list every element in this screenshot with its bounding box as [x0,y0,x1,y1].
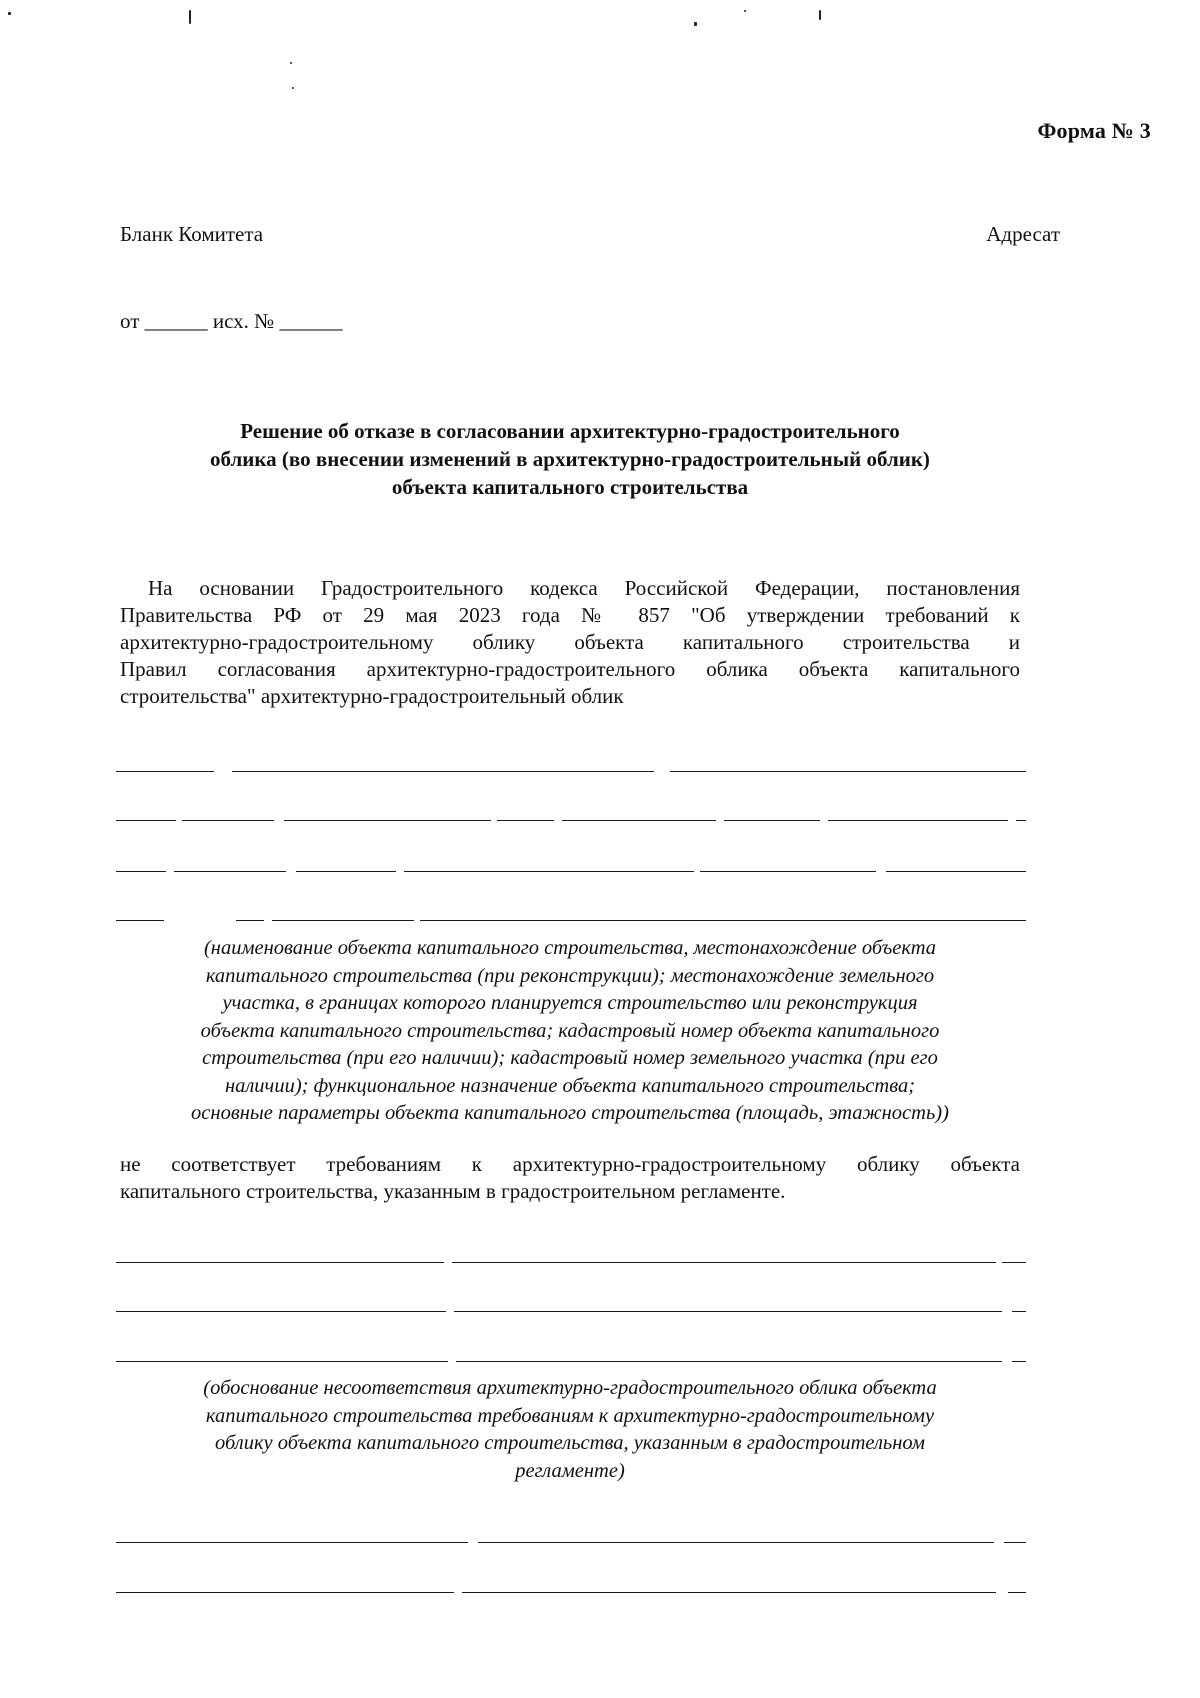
paragraph-line: На основании Градостроительного кодекса Российской Федерации, постановления [148,576,1020,600]
paragraph-line: Правительства РФ от 29 мая 2023 года № 857 "Об утверждении требований к [120,603,1020,627]
form-number: Форма № 3 [1037,118,1151,143]
caption-line: основные параметры объекта капитального строительства (площадь, этажность)) [191,1102,949,1124]
fill-in-line [116,820,1026,821]
paragraph-line: не соответствует требованиям к архитектурно-градостроительному облику объекта [120,1152,1020,1176]
scan-speck [292,87,294,89]
outgoing-number-line: от ______ исх. № ______ [120,309,343,333]
caption-line: участка, в границах которого планируется строительство или реконструкция [222,992,918,1014]
caption-line: наличии); функциональное назначение объекта капитального строительства; [224,1074,916,1097]
title-line: Решение об отказе в согласовании архитектурно-градостроительного [240,419,900,443]
scan-speck [290,62,292,64]
committee-blank-label: Бланк Комитета [120,222,264,246]
object-caption [120,935,1020,1128]
paragraph-line: Правил согласования архитектурно-градостроительного облика объекта капитального [120,657,1020,681]
paragraph-line: строительства" архитектурно-градостроительный облик [120,684,624,708]
paragraph-line: капитального строительства, указанным в градостроительном регламенте. [120,1179,786,1203]
caption-line: регламенте) [515,1459,625,1482]
fill-in-line [116,920,1026,921]
fill-in-line [116,871,1026,872]
caption-line: капитального строительства (при реконструкции); местонахождение земельного [205,964,935,987]
caption-line: (обоснование несоответствия архитектурно-градостроительного облика объекта [203,1377,937,1399]
caption-line: облику объекта капитального строительства, указанным в градостроительном [214,1432,925,1454]
caption-line: капитального строительства требованиям к архитектурно-градостроительному [205,1404,935,1427]
caption-line: строительства (при его наличии); кадастровый номер земельного участка (при его [202,1047,938,1069]
basis-paragraph [120,575,1020,710]
scan-speck [8,12,11,15]
scan-speck [694,22,697,26]
caption-line: (наименование объекта капитального строительства, местонахождение объекта [203,937,937,959]
title-line: облика (во внесении изменений в архитектурно-градостроительный облик) [210,447,930,471]
addressee-label: Адресат [986,222,1060,246]
paragraph-line: архитектурно-градостроительному облику объекта капитального строительства и [120,630,1020,654]
caption-line: объекта капитального строительства; кадастровый номер объекта капитального [200,1019,940,1042]
non-compliance-paragraph [120,1151,1020,1205]
fill-in-line [116,771,1026,772]
justification-caption [120,1375,1020,1485]
fill-in-line [116,1592,1026,1593]
fill-in-line [116,1311,1026,1312]
document-title [120,417,1020,501]
scan-speck [819,10,821,20]
fill-in-line [116,1262,1026,1263]
scan-speck [189,10,191,24]
fill-in-line [116,1361,1026,1362]
scan-speck [744,10,746,12]
fill-in-line [116,1542,1026,1543]
title-line: объекта капитального строительства [391,475,749,499]
